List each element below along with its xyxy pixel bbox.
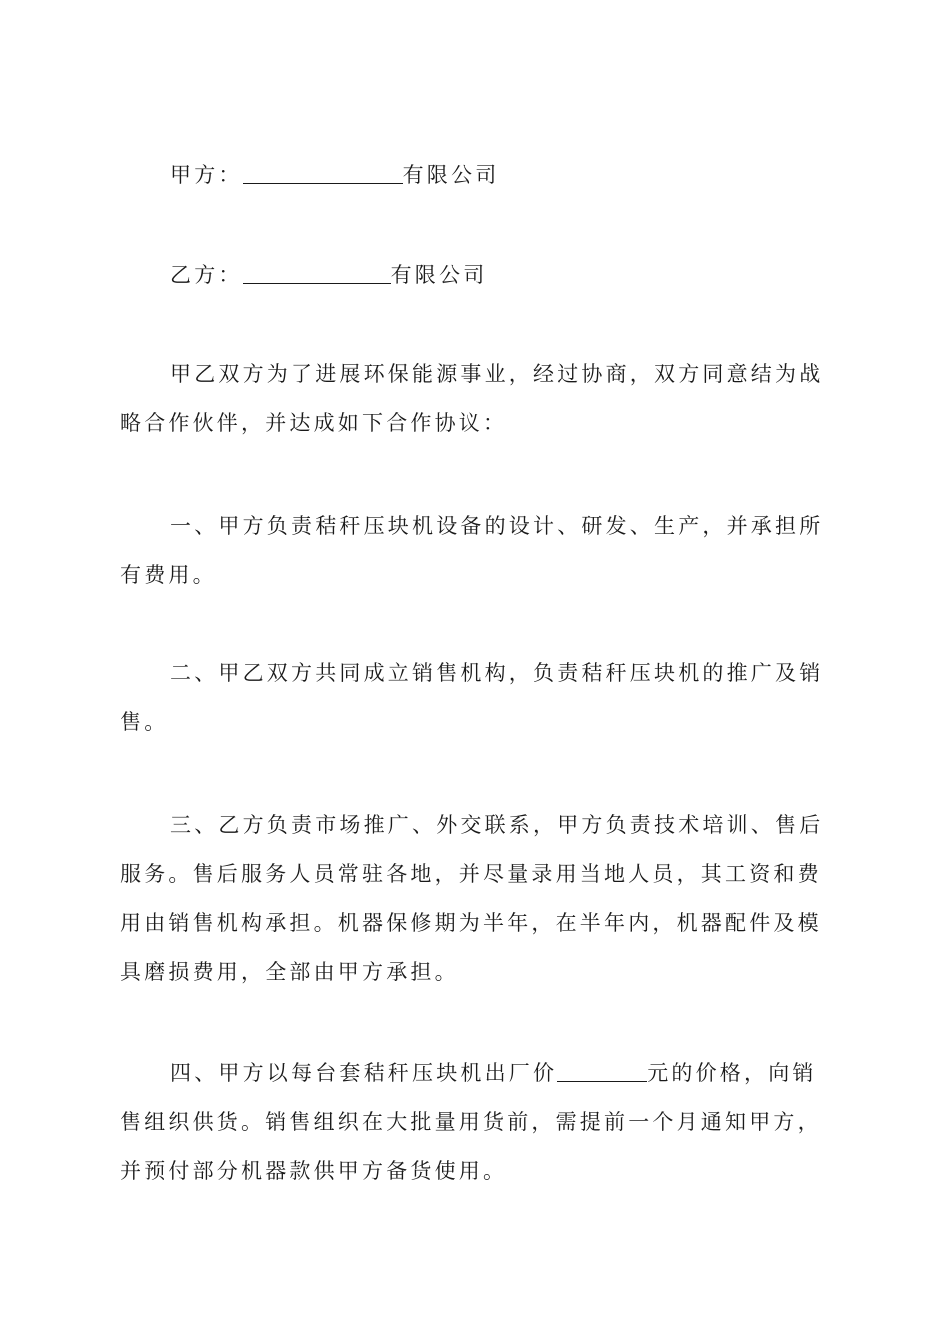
clause-1-paragraph: 一、甲方负责秸秆压块机设备的设计、研发、生产，并承担所有费用。 bbox=[120, 514, 824, 587]
party-b-label: 乙方： bbox=[170, 263, 243, 287]
clause-2-paragraph: 二、甲乙双方共同成立销售机构，负责秸秆压块机的推广及销售。 bbox=[120, 661, 824, 734]
party-a-name-blank[interactable] bbox=[243, 161, 403, 184]
party-b-suffix: 有限公司 bbox=[390, 263, 488, 287]
clause-3-paragraph: 三、乙方负责市场推广、外交联系，甲方负责技术培训、售后服务。售后服务人员常驻各地，并尽量录用当地人员，其工资和费用由销售机构承担。机器保修期为半年，在半年内，机器配件及模具磨损费用，全部由甲方承担。 bbox=[120, 813, 824, 984]
party-a-line bbox=[120, 151, 832, 200]
party-b-name-blank[interactable] bbox=[243, 261, 391, 284]
party-a-label: 甲方： bbox=[170, 163, 243, 187]
clause-4-paragraph bbox=[120, 1049, 832, 1196]
party-a-suffix: 有限公司 bbox=[402, 163, 500, 187]
factory-price-blank[interactable] bbox=[557, 1059, 647, 1082]
clause-4-text-after: 元的价格，向销售组织供货。销售组织在大批量用货前，需提前一个月通知甲方，并预付部分机器款供甲方备货使用。 bbox=[120, 1061, 822, 1183]
clause-4-text-before: 四、甲方以每台套秸秆压块机出厂价 bbox=[170, 1061, 558, 1085]
intro-paragraph: 甲乙双方为了进展环保能源事业，经过协商，双方同意结为战略合作伙伴，并达成如下合作协议： bbox=[120, 362, 824, 435]
party-b-line bbox=[120, 251, 832, 300]
